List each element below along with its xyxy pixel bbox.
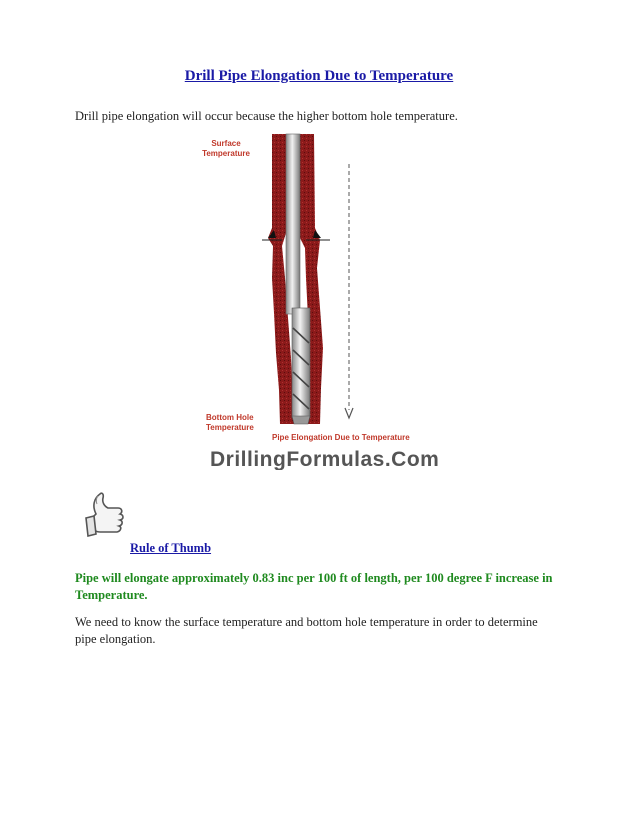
drill-pipe-diagram [196,128,446,470]
thumbs-up-icon [82,484,128,548]
rule-of-thumb-heading: Rule of Thumb [130,541,212,555]
drill-pipe [286,134,300,314]
surface-temperature-label-line1: Surface [211,139,241,148]
page-title: Drill Pipe Elongation Due to Temperature [184,68,454,84]
bottom-hole-label-line2: Temperature [206,423,254,432]
pipe-elongation-label: Pipe Elongation Due to Temperature [272,433,410,442]
bottom-hole-label-line1: Bottom Hole [206,413,254,422]
drillingformulas-logo: DrillingFormulas.Com [210,448,440,470]
drill-bit [292,416,310,424]
surface-temperature-label-line2: Temperature [202,149,250,158]
intro-paragraph: Drill pipe elongation will occur because the higher bottom hole temperature. [75,109,458,123]
rule-of-thumb-text: Pipe will elongate approximately 0.83 inc per 100 ft of length, per 100 degree F increase in Temperature. [75,571,553,602]
closing-paragraph: We need to know the surface temperature and bottom hole temperature in order to determine pipe elongation. [75,615,538,646]
